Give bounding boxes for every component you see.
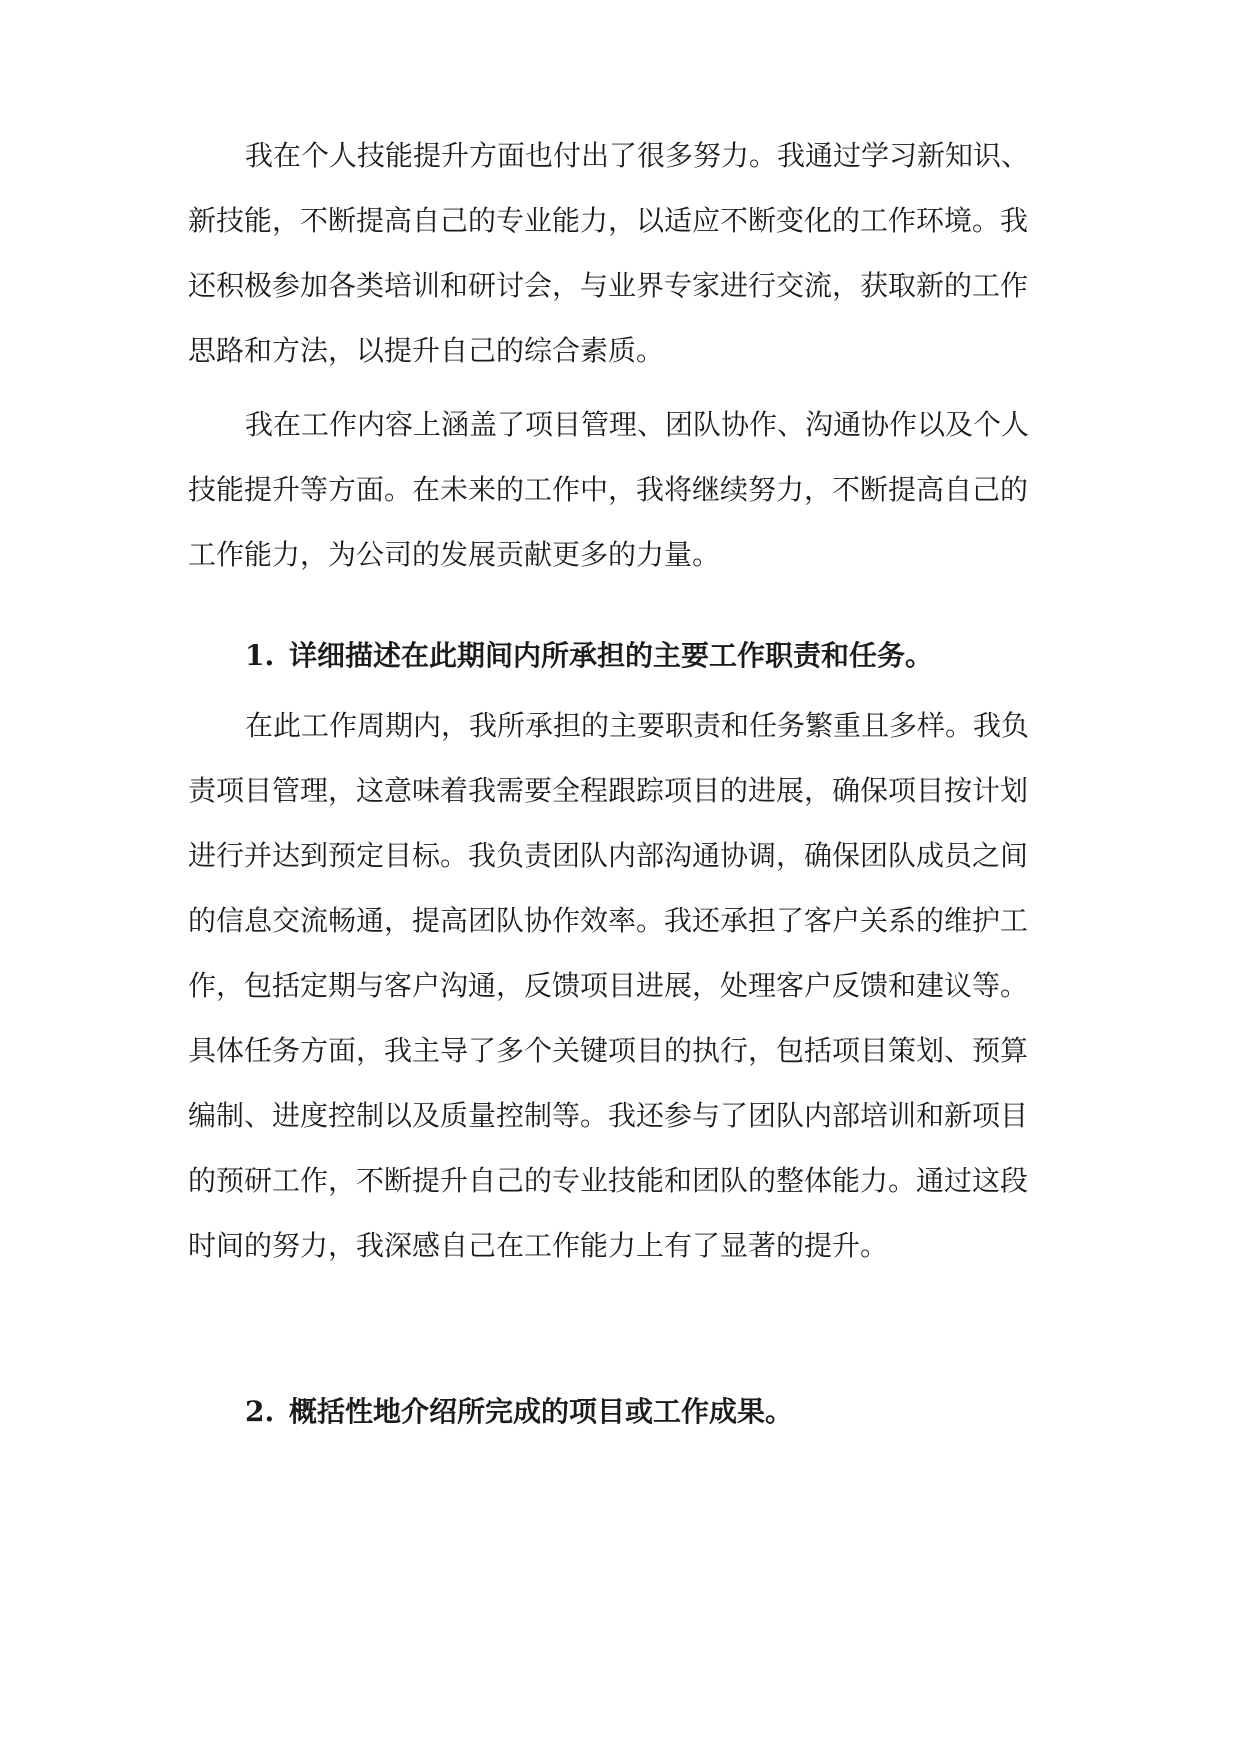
paragraph-3-line-1: 在此工作周期内，我所承担的主要职责和任务繁重且多样。我负 — [245, 709, 1030, 742]
paragraph-3-line-6: 具体任务方面，我主导了多个关键项目的执行，包括项目策划、预算 — [188, 1034, 1029, 1067]
paragraph-2-line-2: 技能提升等方面。在未来的工作中，我将继续努力，不断提高自己的 — [188, 473, 1029, 506]
paragraph-3-line-7: 编制、进度控制以及质量控制等。我还参与了团队内部培训和新项目 — [188, 1099, 1029, 1132]
section-heading-2-number: 2. — [245, 1395, 275, 1428]
section-heading-2 — [245, 1392, 793, 1432]
paragraph-3-line-5: 作，包括定期与客户沟通，反馈项目进展，处理客户反馈和建议等。 — [188, 969, 1029, 1002]
paragraph-3-line-3: 进行并达到预定目标。我负责团队内部沟通协调，确保团队成员之间 — [188, 839, 1029, 872]
section-heading-1-number: 1. — [245, 639, 275, 672]
paragraph-3-line-8: 的预研工作，不断提升自己的专业技能和团队的整体能力。通过这段 — [188, 1164, 1029, 1197]
paragraph-3-line-4: 的信息交流畅通，提高团队协作效率。我还承担了客户关系的维护工 — [188, 904, 1029, 937]
section-heading-2-text: 概括性地介绍所完成的项目或工作成果。 — [289, 1395, 794, 1428]
paragraph-3-line-2: 责项目管理，这意味着我需要全程跟踪项目的进展，确保项目按计划 — [188, 774, 1029, 807]
section-heading-1-text: 详细描述在此期间内所承担的主要工作职责和任务。 — [289, 639, 934, 672]
paragraph-1-line-1: 我在个人技能提升方面也付出了很多努力。我通过学习新知识、 — [245, 139, 1030, 172]
paragraph-3-line-9: 时间的努力，我深感自己在工作能力上有了显著的提升。 — [188, 1229, 889, 1262]
paragraph-2-line-3: 工作能力，为公司的发展贡献更多的力量。 — [188, 538, 721, 571]
paragraph-2-line-1: 我在工作内容上涵盖了项目管理、团队协作、沟通协作以及个人 — [245, 408, 1030, 441]
section-heading-1 — [245, 636, 933, 676]
paragraph-1-line-2: 新技能，不断提高自己的专业能力，以适应不断变化的工作环境。我 — [188, 204, 1029, 237]
paragraph-1-line-4: 思路和方法，以提升自己的综合素质。 — [188, 334, 665, 367]
paragraph-1-line-3: 还积极参加各类培训和研讨会，与业界专家进行交流，获取新的工作 — [188, 269, 1029, 302]
